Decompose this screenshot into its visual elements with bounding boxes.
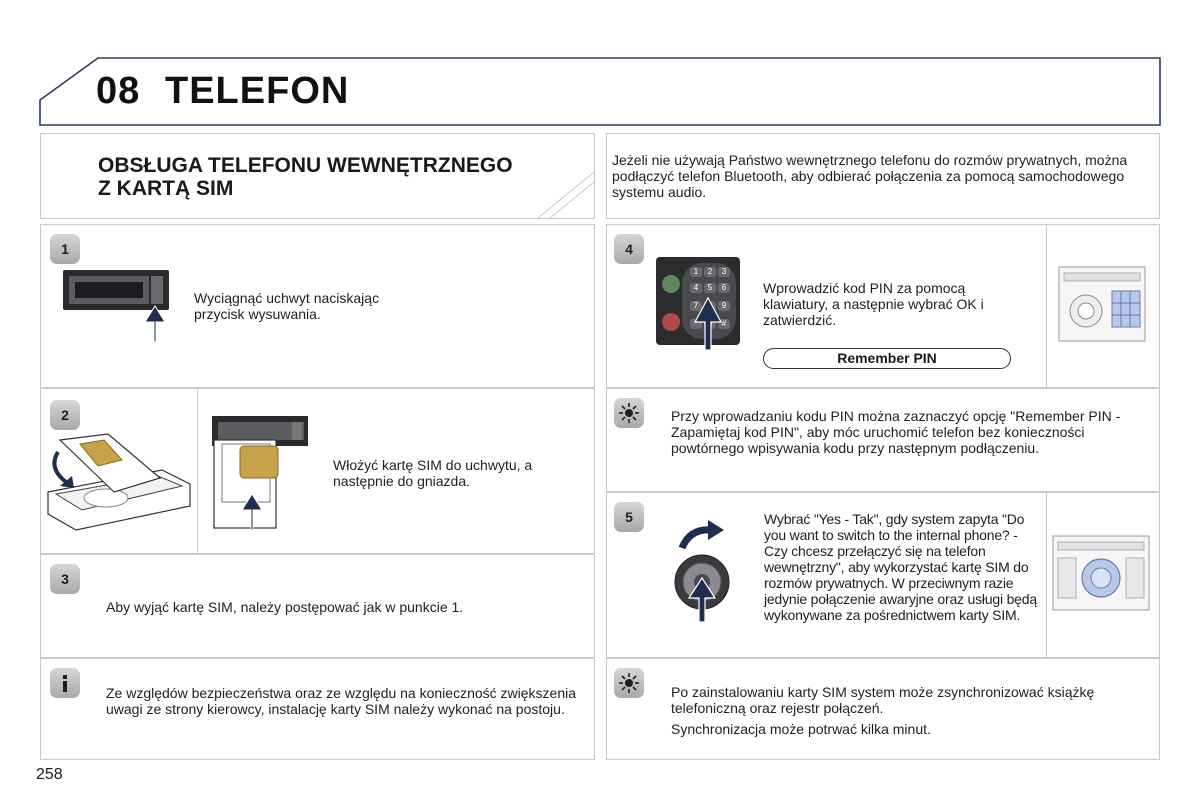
step2-badge: 2 xyxy=(50,400,80,430)
tip-pin-text: Przy wprowadzaniu kodu PIN można zaznaczyć opcję "Remember PIN - Zapamiętaj kod PIN", aby móc uruchomić telefon bez konieczności powtórnego wpisywania kodu przy następnym podłączeniu. xyxy=(671,408,1121,456)
intro-description: Jeżeli nie używają Państwo wewnętrznego telefonu do rozmów prywatnych, można podłączyć telefon Bluetooth, aby odbierać połączenia za pomocą samochodowego systemu audio. xyxy=(612,152,1128,200)
keypad-key-star: * xyxy=(690,319,702,329)
intro-corner-decoration xyxy=(530,170,596,220)
tip-sync-text-2: Synchronizacja może potrwać kilka minut. xyxy=(671,721,931,737)
chapter-title: TELEFON xyxy=(165,70,350,112)
intro-title-line2: Z KARTĄ SIM xyxy=(98,177,234,200)
intro-title-line1: OBSŁUGA TELEFONU WEWNĘTRZNEGO xyxy=(98,154,513,177)
keypad-key-7: 7 xyxy=(690,301,702,311)
step5-badge: 5 xyxy=(614,502,644,532)
keypad-key-3: 3 xyxy=(718,267,730,277)
keypad-key-2: 2 xyxy=(704,267,716,277)
audio-panel-knob-illustration xyxy=(1052,534,1150,612)
tip-lightbulb-icon xyxy=(614,398,644,428)
audio-panel-keypad-illustration xyxy=(1058,265,1146,343)
step4-badge: 4 xyxy=(614,234,644,264)
step4-text: Wprowadzić kod PIN za pomocą klawiatury, a następnie wybrać OK i zatwierdzić. xyxy=(763,280,984,328)
keypad-key-9: 9 xyxy=(718,301,730,311)
keypad-key-1: 1 xyxy=(690,267,702,277)
sim-tray-slot-illustration xyxy=(63,270,171,346)
rotary-knob-illustration xyxy=(668,518,738,624)
info-note-text: Ze względów bezpieczeństwa oraz ze względu na konieczność zwiększenia uwagi ze strony kierowcy, instalację karty SIM należy wykonać na postoju. xyxy=(106,685,577,717)
step1-badge: 1 xyxy=(50,234,80,264)
step2-text: Włożyć kartę SIM do uchwytu, a następnie do gniazda. xyxy=(333,457,533,489)
intro-title xyxy=(98,154,513,200)
keypad-key-6: 6 xyxy=(718,283,730,293)
keypad-key-5: 5 xyxy=(704,283,716,293)
step3-badge: 3 xyxy=(50,564,80,594)
keypad-key-hash: # xyxy=(718,319,730,329)
tip-sync-text-1: Po zainstalowaniu karty SIM system może zsynchronizować książkę telefoniczną oraz rejestr połączeń. xyxy=(671,684,1095,716)
remember-pin-button[interactable]: Remember PIN xyxy=(763,348,1011,369)
sim-insert-illustration xyxy=(210,414,310,534)
info-icon xyxy=(50,668,80,698)
sim-card-tray-illustration xyxy=(46,430,192,534)
step3-text: Aby wyjąć kartę SIM, należy postępować jak w punkcie 1. xyxy=(106,599,464,615)
tip-lightbulb-icon-2 xyxy=(614,668,644,698)
page-number: 258 xyxy=(36,766,63,783)
up-arrow-icon xyxy=(693,296,723,352)
step5-text: Wybrać "Yes - Tak", gdy system zapyta "Do you want to switch to the internal phone? - Czy chcesz przełączyć się na telefon wewnętrzny", aby wykorzystać kartę SIM do rozmów prywatnych. W przeciwnym razie jedynie połączenie awaryjne oraz usługi będą wykonywane za pośrednictwem karty SIM. xyxy=(764,511,1037,623)
keypad-key-4: 4 xyxy=(690,283,702,293)
chapter-number: 08 xyxy=(96,70,141,112)
step1-text: Wyciągnąć uchwyt naciskając przycisk wysuwania. xyxy=(194,290,380,322)
